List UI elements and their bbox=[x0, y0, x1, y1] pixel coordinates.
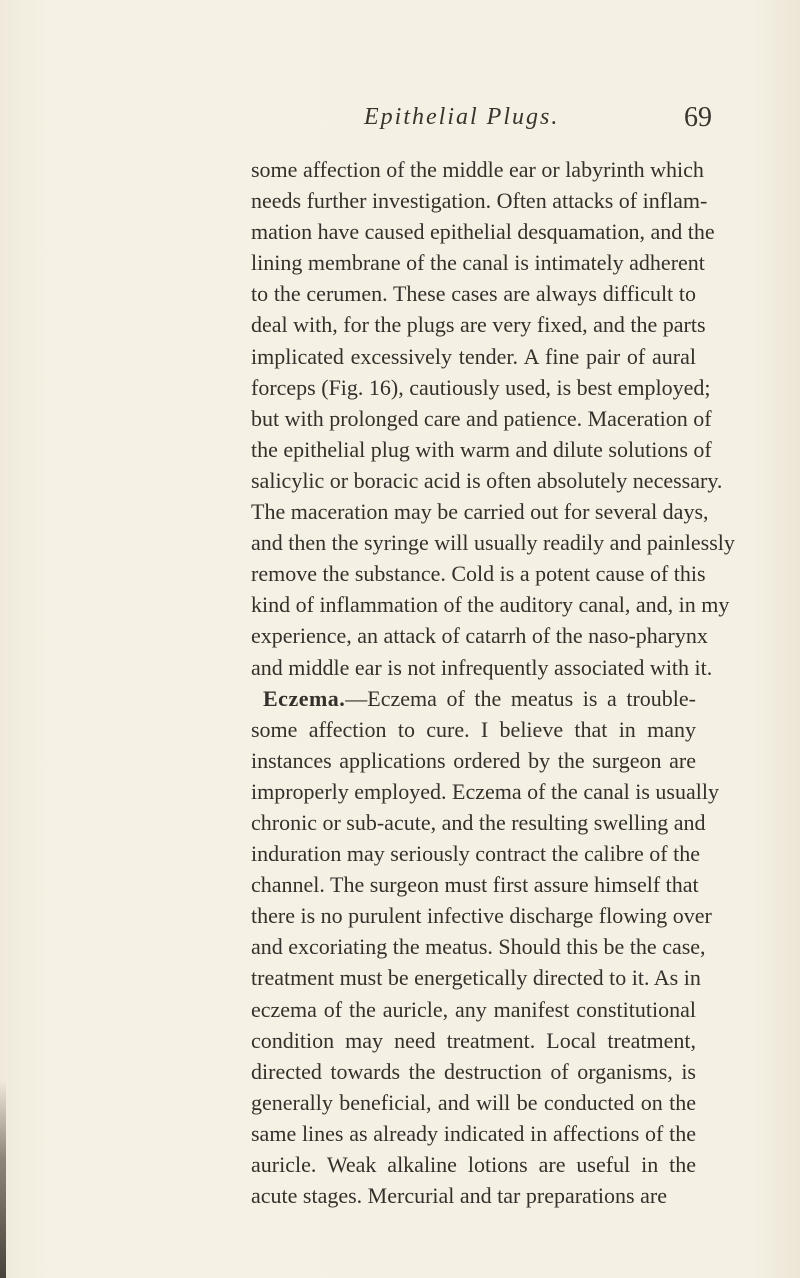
text-line: instances applications ordered by the surgeon are bbox=[251, 747, 696, 773]
text-line: there is no purulent infective discharge flowing over bbox=[251, 903, 712, 929]
text-line: acute stages. Mercurial and tar preparations are bbox=[251, 1183, 667, 1209]
text-line: improperly employed. Eczema of the canal is usually bbox=[251, 778, 719, 804]
body-text bbox=[251, 154, 735, 1211]
text-line: some affection of the middle ear or labyrinth which bbox=[251, 157, 704, 182]
text-line: channel. The surgeon must first assure himself that bbox=[251, 872, 699, 898]
text-line: and excoriating the meatus. Should this be the case, bbox=[251, 934, 706, 960]
text-line: deal with, for the plugs are very fixed, and the parts bbox=[251, 312, 706, 338]
text-line: lining membrane of the canal is intimately adherent bbox=[251, 250, 705, 276]
text-line: but with prolonged care and patience. Maceration of bbox=[251, 405, 712, 431]
text-line-rest: —Eczema of the meatus is a trouble- bbox=[345, 685, 696, 711]
text-line: chronic or sub-acute, and the resulting swelling and bbox=[251, 809, 706, 835]
text-line: kind of inflammation of the auditory canal, and, in my bbox=[251, 592, 730, 618]
text-line: induration may seriously contract the calibre of the bbox=[251, 841, 701, 867]
section-side-head: Eczema. bbox=[263, 685, 346, 711]
text-line: and middle ear is not infrequently associated with it. bbox=[251, 654, 713, 680]
text-line: the epithelial plug with warm and dilute solutions of bbox=[251, 436, 712, 462]
text-line: and then the syringe will usually readily and painlessly bbox=[251, 530, 735, 556]
text-line: remove the substance. Cold is a potent cause of this bbox=[251, 561, 706, 587]
text-line: The maceration may be carried out for several days, bbox=[251, 499, 709, 525]
text-line: auricle. Weak alkaline lotions are useful in the bbox=[251, 1152, 696, 1177]
paragraph-opening-line bbox=[251, 683, 696, 714]
running-head bbox=[0, 100, 800, 140]
text-line: to the cerumen. These cases are always difficult to bbox=[251, 281, 696, 307]
text-line: salicylic or boracic acid is often absolutely necessary. bbox=[251, 467, 723, 493]
running-title: Epithelial Plugs. bbox=[364, 104, 560, 130]
text-line: same lines as already indicated in affections of the bbox=[251, 1120, 696, 1146]
text-line: some affection to cure. I believe that in many bbox=[251, 716, 696, 742]
page-edge-shadow bbox=[0, 1080, 6, 1278]
page-number: 69 bbox=[684, 102, 712, 133]
text-line: mation have caused epithelial desquamation, and the bbox=[251, 219, 715, 245]
text-line: eczema of the auricle, any manifest constitutional bbox=[251, 996, 696, 1022]
text-line: forceps (Fig. 16), cautiously used, is best employed; bbox=[251, 374, 711, 400]
text-line: implicated excessively tender. A fine pair of aural bbox=[251, 343, 696, 369]
text-line: directed towards the destruction of organisms, is bbox=[251, 1058, 696, 1084]
text-line: experience, an attack of catarrh of the naso-pharynx bbox=[251, 623, 708, 649]
text-line: generally beneficial, and will be conducted on the bbox=[251, 1089, 696, 1115]
text-line: treatment must be energetically directed to it. As in bbox=[251, 965, 701, 991]
text-line: condition may need treatment. Local treatment, bbox=[251, 1027, 696, 1053]
text-line: needs further investigation. Often attacks of inflam- bbox=[251, 188, 708, 214]
